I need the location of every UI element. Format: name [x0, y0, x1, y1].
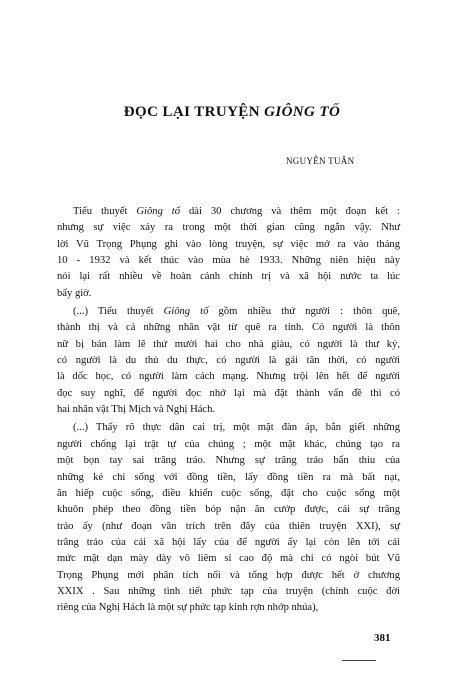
text-segment: Tiểu thuyết: [73, 206, 137, 217]
text-segment: mức mặt dạn mày dày vô liêm sỉ cao độ mà chỉ có ngòi bút Vũ: [57, 553, 400, 565]
text-line: [57, 204, 400, 220]
text-line: [57, 253, 400, 269]
text-segment: nói lại rất nhiều về hoàn cảnh chính trị và xã hội nước ta lúc: [57, 271, 400, 283]
text-line: [57, 369, 400, 385]
text-line: [57, 600, 400, 616]
text-line: [57, 453, 400, 469]
text-line: [57, 502, 400, 518]
text-segment: những kẻ chỉ sống với đồng tiền, lấy đồng tiền ra mà bất nạt,: [57, 471, 400, 483]
paragraph: [57, 204, 400, 302]
text-line: [57, 320, 400, 336]
article-body: [57, 204, 400, 619]
text-line: [57, 337, 400, 353]
text-segment: Trọng Phụng mới phân tích nổi và tổng hợp được hết ở chương: [57, 569, 400, 581]
title-italic: GIÔNG TỐ: [264, 104, 341, 120]
text-segment: 10 - 1932 và kết thúc vào mùa hè 1933. Những niên hiệu này: [57, 255, 400, 267]
text-segment: XXIX . Sau những tình tiết phức tạp của truyện (chính cuộc đời: [57, 585, 400, 597]
text-line: [57, 402, 400, 418]
text-segment: ăn hiếp cuộc sống, điều khiển cuộc sống, đặt cho cuộc sống một: [57, 487, 400, 499]
text-segment: một bọn tay sai trâng tráo. Nhưng sự trâng tráo bẩn thỉu của: [57, 455, 400, 467]
text-line: [57, 437, 400, 453]
text-line: [57, 519, 400, 535]
text-segment: (...) Tiểu thuyết: [73, 306, 164, 318]
text-line: [57, 220, 400, 236]
text-segment: riêng của Nghị Hách là một sự phức tạp kinh rợn nhớp nhúa),: [57, 602, 319, 614]
text-line: [57, 353, 400, 369]
text-line: [57, 304, 400, 320]
paragraph: [57, 304, 400, 418]
text-line: [57, 286, 400, 302]
text-segment: hai nhân vật Thị Mịch và Nghị Hách.: [57, 404, 216, 416]
text-line: [57, 269, 400, 285]
text-segment: trâng tráo của cái xã hội lấy của để người ấy lại còn lên tới cái: [57, 536, 400, 548]
text-segment: thành thị và cả những nhân vật từ quê ra tỉnh. Có người là thôn: [57, 322, 400, 334]
text-segment: dài 30 chương và thêm một đoạn kết :: [180, 206, 400, 217]
italic-title-ref: Giông tố: [163, 306, 209, 318]
text-line: [57, 535, 400, 551]
text-segment: khuôn phép theo đồng tiền bóp nặn ăn cướp được, cái sự trâng: [57, 504, 400, 516]
text-line: [57, 486, 400, 502]
text-line: [57, 584, 400, 600]
text-segment: gồm nhiều thứ người : thôn quê,: [208, 306, 401, 318]
text-segment: nữ bị bán làm lẽ thứ mười hai cho nhà giàu, có người là thư ký,: [57, 338, 400, 350]
italic-title-ref: Giông tố: [136, 206, 181, 217]
text-segment: (...) Thấy rõ thực dân cai trị, một mặt đàn áp, bắn giết những: [73, 422, 400, 434]
text-line: [57, 237, 400, 253]
page-number: 381: [374, 632, 391, 644]
author-name: NGUYỄN TUÂN: [286, 156, 355, 166]
text-line: [57, 568, 400, 584]
footer-rule: [342, 660, 376, 661]
paragraph: [57, 420, 400, 616]
text-line: [57, 470, 400, 486]
text-segment: người chống lại trật tự của chúng ; một mặt khác, chúng tạo ra: [57, 438, 400, 450]
text-segment: tráo ấy (như đoạn văn trích trên đây của thiên truyện XXI), sự: [57, 520, 400, 532]
title-prefix: ĐỌC LẠI TRUYỆN: [123, 104, 265, 120]
text-segment: là dốc học, có người làm cách mạng. Nhưng trội lên hết để người: [57, 371, 400, 383]
text-line: [57, 386, 400, 402]
text-segment: bấy giờ.: [57, 287, 92, 299]
text-segment: nhưng sự việc xảy ra trong một thời gian cũng ngắn vậy. Như: [57, 222, 400, 234]
text-line: [57, 551, 400, 567]
text-line: [57, 420, 400, 436]
article-title: [0, 104, 464, 121]
text-segment: đọc suy nghĩ, để người đọc nhớ lại mà đặt thành vấn đề thì có: [57, 387, 400, 399]
text-segment: lời Vũ Trọng Phụng ghi vào lòng truyện, sự việc mở ra vào tháng: [57, 238, 400, 250]
text-segment: có người là du thủ du thực, có người là gái tân thời, có người: [57, 355, 400, 367]
